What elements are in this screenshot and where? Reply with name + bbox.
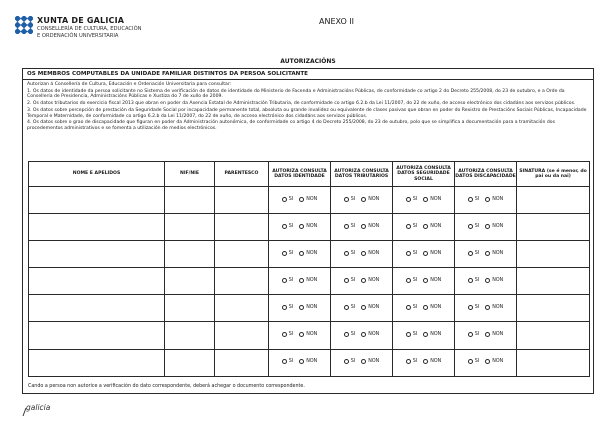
- radio-label: SI: [412, 332, 418, 338]
- radio-label: NON: [492, 332, 504, 338]
- radio-circle-icon[interactable]: [406, 197, 411, 202]
- radio-circle-icon[interactable]: [406, 224, 411, 229]
- nif-cell[interactable]: [165, 322, 215, 349]
- radio-circle-icon[interactable]: [361, 197, 366, 202]
- radio-non[interactable]: [299, 278, 317, 283]
- radio-non[interactable]: [361, 332, 379, 337]
- radio-si[interactable]: [344, 224, 355, 229]
- radio-non[interactable]: [361, 305, 379, 310]
- radio-label: NON: [306, 304, 318, 310]
- radio-label: SI: [350, 250, 356, 256]
- radio-label: SI: [288, 332, 294, 338]
- relationship-cell[interactable]: [215, 268, 269, 295]
- signature-cell[interactable]: [517, 214, 590, 241]
- disability-consent-cell: [455, 214, 517, 241]
- radio-non[interactable]: [361, 359, 379, 364]
- radio-circle-icon[interactable]: [485, 305, 490, 310]
- tax-consent-cell: [331, 322, 393, 349]
- radio-label: NON: [306, 277, 318, 283]
- col-header-relationship: PARENTESCO: [215, 162, 269, 187]
- panel-title: OS MEMBROS COMPUTABLES DA UNIDADE FAMILIAR DISTINTOS DA PERSOA SOLICITANTE: [23, 69, 593, 80]
- members-table: [28, 161, 590, 377]
- social-security-consent-cell: [393, 349, 455, 376]
- identity-consent-cell: [269, 349, 331, 376]
- tax-consent-cell: [331, 214, 393, 241]
- radio-label: SI: [474, 277, 480, 283]
- radio-circle-icon[interactable]: [423, 305, 428, 310]
- radio-si[interactable]: [344, 305, 355, 310]
- radio-non[interactable]: [299, 197, 317, 202]
- radio-circle-icon[interactable]: [282, 305, 287, 310]
- radio-label: SI: [412, 196, 418, 202]
- identity-consent-cell: [269, 214, 331, 241]
- radio-circle-icon[interactable]: [423, 359, 428, 364]
- social-security-consent-cell: [393, 187, 455, 214]
- radio-label: SI: [474, 359, 480, 365]
- radio-label: SI: [350, 304, 356, 310]
- radio-non[interactable]: [423, 251, 441, 256]
- radio-circle-icon[interactable]: [344, 305, 349, 310]
- radio-circle-icon[interactable]: [282, 251, 287, 256]
- tax-consent-cell: [331, 349, 393, 376]
- intro-line: Autorizan á Consellería de Cultura, Educación e Ordenación Universitaria para consultar:: [27, 82, 232, 87]
- radio-circle-icon[interactable]: [361, 305, 366, 310]
- radio-label: NON: [306, 359, 318, 365]
- radio-label: NON: [368, 304, 380, 310]
- consent-item-4: 4. Os datos sobre o grao de discapacidade que figuran en poder da Administración autonómica, de conformidade co artigo 4 do Decreto 255/2008, do 23 de outubro, polo que se simplifica a documentación para a tramitación dos procedementos administrativos e se fomenta a utilización de medios electrónicos.: [27, 120, 555, 131]
- tax-consent-cell: [331, 187, 393, 214]
- radio-label: NON: [430, 196, 442, 202]
- radio-non[interactable]: [299, 224, 317, 229]
- radio-circle-icon[interactable]: [423, 251, 428, 256]
- radio-label: SI: [412, 359, 418, 365]
- radio-circle-icon[interactable]: [344, 359, 349, 364]
- radio-non[interactable]: [361, 197, 379, 202]
- identity-consent-cell: [269, 268, 331, 295]
- radio-label: NON: [430, 304, 442, 310]
- col-header-tax: AUTORIZA CONSULTA DATOS TRIBUTARIOS: [331, 162, 393, 187]
- radio-non[interactable]: [423, 305, 441, 310]
- signature-cell[interactable]: [517, 268, 590, 295]
- radio-non[interactable]: [361, 278, 379, 283]
- radio-label: NON: [492, 304, 504, 310]
- radio-circle-icon[interactable]: [282, 197, 287, 202]
- radio-si[interactable]: [282, 305, 293, 310]
- radio-circle-icon[interactable]: [282, 359, 287, 364]
- radio-label: SI: [288, 250, 294, 256]
- radio-si[interactable]: [468, 251, 479, 256]
- radio-circle-icon[interactable]: [282, 278, 287, 283]
- col-header-nif: NIF/NIE: [165, 162, 215, 187]
- table-row: [29, 349, 590, 376]
- radio-non[interactable]: [485, 359, 503, 364]
- table-row: [29, 241, 590, 268]
- radio-circle-icon[interactable]: [299, 224, 304, 229]
- signature-cell[interactable]: [517, 241, 590, 268]
- radio-si[interactable]: [406, 332, 417, 337]
- dept-line-1: CONSELLERÍA DE CULTURA, EDUCACIÓN: [37, 26, 142, 32]
- radio-label: NON: [368, 223, 380, 229]
- disability-consent-cell: [455, 187, 517, 214]
- radio-si[interactable]: [282, 224, 293, 229]
- xunta-emblem-icon: [15, 16, 33, 34]
- radio-circle-icon[interactable]: [406, 332, 411, 337]
- radio-circle-icon[interactable]: [361, 224, 366, 229]
- radio-non[interactable]: [299, 251, 317, 256]
- radio-circle-icon[interactable]: [344, 278, 349, 283]
- radio-circle-icon[interactable]: [361, 359, 366, 364]
- radio-circle-icon[interactable]: [361, 278, 366, 283]
- table-row: [29, 295, 590, 322]
- social-security-consent-cell: [393, 295, 455, 322]
- table-row: [29, 187, 590, 214]
- radio-label: NON: [430, 250, 442, 256]
- xunta-logo: [15, 16, 190, 52]
- radio-si[interactable]: [344, 197, 355, 202]
- radio-label: SI: [412, 304, 418, 310]
- authorizations-panel: [22, 68, 594, 394]
- radio-si[interactable]: [282, 251, 293, 256]
- radio-label: NON: [306, 196, 318, 202]
- radio-label: SI: [350, 277, 356, 283]
- org-name: XUNTA DE GALICIA: [37, 16, 125, 25]
- radio-label: NON: [492, 196, 504, 202]
- radio-si[interactable]: [468, 359, 479, 364]
- radio-non[interactable]: [423, 359, 441, 364]
- radio-label: NON: [368, 359, 380, 365]
- name-cell[interactable]: [29, 268, 165, 295]
- radio-circle-icon[interactable]: [468, 305, 473, 310]
- radio-label: NON: [306, 223, 318, 229]
- name-cell[interactable]: [29, 349, 165, 376]
- radio-non[interactable]: [299, 305, 317, 310]
- document-header: [15, 16, 600, 52]
- signature-cell[interactable]: [517, 295, 590, 322]
- radio-label: NON: [430, 359, 442, 365]
- name-cell[interactable]: [29, 187, 165, 214]
- radio-circle-icon[interactable]: [468, 224, 473, 229]
- col-header-social-security: AUTORIZA CONSULTA DATOS SEGURIDADE SOCIAL: [393, 162, 455, 187]
- name-cell[interactable]: [29, 241, 165, 268]
- signature-cell[interactable]: [517, 349, 590, 376]
- identity-consent-cell: [269, 295, 331, 322]
- radio-si[interactable]: [282, 359, 293, 364]
- signature-cell[interactable]: [517, 322, 590, 349]
- radio-circle-icon[interactable]: [344, 251, 349, 256]
- radio-non[interactable]: [485, 224, 503, 229]
- footer-logo-text: galicia: [26, 403, 51, 412]
- radio-non[interactable]: [485, 332, 503, 337]
- radio-circle-icon[interactable]: [344, 224, 349, 229]
- radio-circle-icon[interactable]: [423, 197, 428, 202]
- radio-circle-icon[interactable]: [485, 332, 490, 337]
- radio-label: NON: [430, 332, 442, 338]
- relationship-cell[interactable]: [215, 214, 269, 241]
- radio-si[interactable]: [406, 224, 417, 229]
- radio-label: SI: [474, 304, 480, 310]
- radio-circle-icon[interactable]: [468, 359, 473, 364]
- tax-consent-cell: [331, 295, 393, 322]
- table-header-row: [29, 162, 590, 187]
- logo-mark-icon: [23, 408, 29, 416]
- radio-circle-icon[interactable]: [282, 224, 287, 229]
- radio-non[interactable]: [485, 251, 503, 256]
- radio-si[interactable]: [282, 278, 293, 283]
- footer-galicia-logo: [26, 403, 50, 412]
- identity-consent-cell: [269, 322, 331, 349]
- disability-consent-cell: [455, 295, 517, 322]
- relationship-cell[interactable]: [215, 241, 269, 268]
- radio-circle-icon[interactable]: [485, 224, 490, 229]
- radio-circle-icon[interactable]: [485, 197, 490, 202]
- radio-label: SI: [288, 277, 294, 283]
- radio-circle-icon[interactable]: [485, 251, 490, 256]
- radio-label: SI: [350, 196, 356, 202]
- col-header-name: NOME E APELIDOS: [29, 162, 165, 187]
- radio-label: SI: [288, 223, 294, 229]
- radio-non[interactable]: [299, 332, 317, 337]
- radio-non[interactable]: [485, 305, 503, 310]
- radio-circle-icon[interactable]: [361, 332, 366, 337]
- radio-si[interactable]: [282, 197, 293, 202]
- radio-label: SI: [412, 250, 418, 256]
- radio-si[interactable]: [468, 278, 479, 283]
- radio-circle-icon[interactable]: [468, 197, 473, 202]
- disability-consent-cell: [455, 322, 517, 349]
- radio-circle-icon[interactable]: [406, 305, 411, 310]
- disability-consent-cell: [455, 349, 517, 376]
- radio-si[interactable]: [344, 332, 355, 337]
- col-header-signature: SINATURA (se é menor, do pai ou da nai): [517, 162, 590, 187]
- radio-label: SI: [474, 332, 480, 338]
- radio-label: NON: [368, 196, 380, 202]
- radio-si[interactable]: [344, 278, 355, 283]
- radio-label: NON: [306, 332, 318, 338]
- radio-label: NON: [492, 250, 504, 256]
- radio-si[interactable]: [468, 197, 479, 202]
- col-header-disability: AUTORIZA CONSULTA DATOS DISCAPACIDADE: [455, 162, 517, 187]
- radio-label: NON: [368, 250, 380, 256]
- radio-circle-icon[interactable]: [282, 332, 287, 337]
- radio-circle-icon[interactable]: [406, 359, 411, 364]
- name-cell[interactable]: [29, 295, 165, 322]
- radio-label: SI: [474, 223, 480, 229]
- radio-label: NON: [492, 359, 504, 365]
- table-row: [29, 322, 590, 349]
- radio-circle-icon[interactable]: [361, 251, 366, 256]
- relationship-cell[interactable]: [215, 295, 269, 322]
- section-title: AUTORIZACIÓNS: [280, 58, 336, 65]
- radio-si[interactable]: [406, 197, 417, 202]
- radio-label: NON: [368, 277, 380, 283]
- radio-si[interactable]: [282, 332, 293, 337]
- radio-circle-icon[interactable]: [299, 359, 304, 364]
- disability-consent-cell: [455, 268, 517, 295]
- radio-non[interactable]: [423, 278, 441, 283]
- radio-label: SI: [474, 250, 480, 256]
- identity-consent-cell: [269, 241, 331, 268]
- annex-label: ANEXO II: [319, 17, 355, 26]
- radio-label: NON: [368, 332, 380, 338]
- radio-non[interactable]: [423, 224, 441, 229]
- radio-circle-icon[interactable]: [299, 332, 304, 337]
- radio-circle-icon[interactable]: [344, 197, 349, 202]
- radio-circle-icon[interactable]: [299, 197, 304, 202]
- radio-label: SI: [288, 304, 294, 310]
- radio-si[interactable]: [406, 278, 417, 283]
- nif-cell[interactable]: [165, 268, 215, 295]
- relationship-cell[interactable]: [215, 187, 269, 214]
- radio-circle-icon[interactable]: [423, 224, 428, 229]
- table-row: [29, 268, 590, 295]
- radio-label: NON: [492, 223, 504, 229]
- radio-circle-icon[interactable]: [468, 278, 473, 283]
- identity-consent-cell: [269, 187, 331, 214]
- radio-label: NON: [430, 223, 442, 229]
- social-security-consent-cell: [393, 322, 455, 349]
- radio-circle-icon[interactable]: [344, 332, 349, 337]
- tax-consent-cell: [331, 268, 393, 295]
- intro-text: [23, 80, 593, 131]
- radio-label: NON: [430, 277, 442, 283]
- radio-label: NON: [492, 277, 504, 283]
- nif-cell[interactable]: [165, 214, 215, 241]
- radio-label: NON: [306, 250, 318, 256]
- radio-label: SI: [350, 332, 356, 338]
- footnote: Cando a persoa non autorice a verificación do dato correspondente, deberá achegar o documento correspondente.: [28, 384, 305, 389]
- relationship-cell[interactable]: [215, 349, 269, 376]
- radio-si[interactable]: [344, 359, 355, 364]
- radio-circle-icon[interactable]: [406, 251, 411, 256]
- radio-circle-icon[interactable]: [423, 332, 428, 337]
- radio-circle-icon[interactable]: [406, 278, 411, 283]
- signature-cell[interactable]: [517, 187, 590, 214]
- radio-non[interactable]: [299, 359, 317, 364]
- dept-line-2: E ORDENACIÓN UNIVERSITARIA: [37, 32, 119, 39]
- radio-circle-icon[interactable]: [299, 251, 304, 256]
- radio-circle-icon[interactable]: [485, 278, 490, 283]
- radio-non[interactable]: [423, 197, 441, 202]
- name-cell[interactable]: [29, 322, 165, 349]
- radio-si[interactable]: [406, 359, 417, 364]
- social-security-consent-cell: [393, 214, 455, 241]
- radio-label: SI: [412, 223, 418, 229]
- radio-label: SI: [474, 196, 480, 202]
- nif-cell[interactable]: [165, 241, 215, 268]
- consent-item-2: 2. Os datos tributarios do exercicio fiscal 2013 que obran en poder da Axencia Estatal de Administración Tributaria, de conformidade co artigo 6.2.b da Lei 11/2007, do 22 de xuño, de acceso electrónico dos cidadáns aos servizos públicos.: [27, 101, 576, 107]
- table-row: [29, 214, 590, 241]
- name-cell[interactable]: [29, 214, 165, 241]
- radio-non[interactable]: [361, 224, 379, 229]
- radio-label: SI: [350, 223, 356, 229]
- nif-cell[interactable]: [165, 295, 215, 322]
- nif-cell[interactable]: [165, 187, 215, 214]
- radio-label: SI: [288, 359, 294, 365]
- radio-circle-icon[interactable]: [468, 251, 473, 256]
- social-security-consent-cell: [393, 268, 455, 295]
- radio-non[interactable]: [361, 251, 379, 256]
- radio-si[interactable]: [344, 251, 355, 256]
- radio-circle-icon[interactable]: [299, 305, 304, 310]
- disability-consent-cell: [455, 241, 517, 268]
- radio-si[interactable]: [406, 305, 417, 310]
- consent-item-3: 3. Os datos sobre percepción de prestación da Seguridade Social por incapacidade permanente total, absoluta ou grande invalidez ou equivalente de clases pasivas que obran en poder do Rexistro de Prestacións Sociais Públicas, Incapacidade Temporal e Maternidade, de conformidade co artigo 6.2.b da Lei 11/2007, do 22 de xuño, de acceso electrónico dos cidadáns aos servizos públicos.: [27, 108, 587, 119]
- col-header-identity: AUTORIZA CONSULTA DATOS IDENTIDADE: [269, 162, 331, 187]
- radio-label: SI: [288, 196, 294, 202]
- radio-non[interactable]: [485, 197, 503, 202]
- tax-consent-cell: [331, 241, 393, 268]
- radio-label: SI: [350, 359, 356, 365]
- radio-circle-icon[interactable]: [485, 359, 490, 364]
- radio-si[interactable]: [468, 332, 479, 337]
- nif-cell[interactable]: [165, 349, 215, 376]
- radio-si[interactable]: [468, 305, 479, 310]
- radio-si[interactable]: [406, 251, 417, 256]
- radio-circle-icon[interactable]: [423, 278, 428, 283]
- radio-non[interactable]: [423, 332, 441, 337]
- relationship-cell[interactable]: [215, 322, 269, 349]
- consent-item-1: 1. Os datos de identidade da persoa solicitante no Sistema de verificación de datos de identidade do Ministerio de Facenda e Administracións Públicas, de conformidade co artigo 2 do Decreto 255/2008, do 23 de outubro, e a Orde da Consellería de Presidencia, Administracións Públicas e Xustiza do 7 de xullo de 2009.: [27, 88, 565, 100]
- radio-non[interactable]: [485, 278, 503, 283]
- radio-circle-icon[interactable]: [299, 278, 304, 283]
- radio-label: SI: [412, 277, 418, 283]
- radio-circle-icon[interactable]: [468, 332, 473, 337]
- social-security-consent-cell: [393, 241, 455, 268]
- radio-si[interactable]: [468, 224, 479, 229]
